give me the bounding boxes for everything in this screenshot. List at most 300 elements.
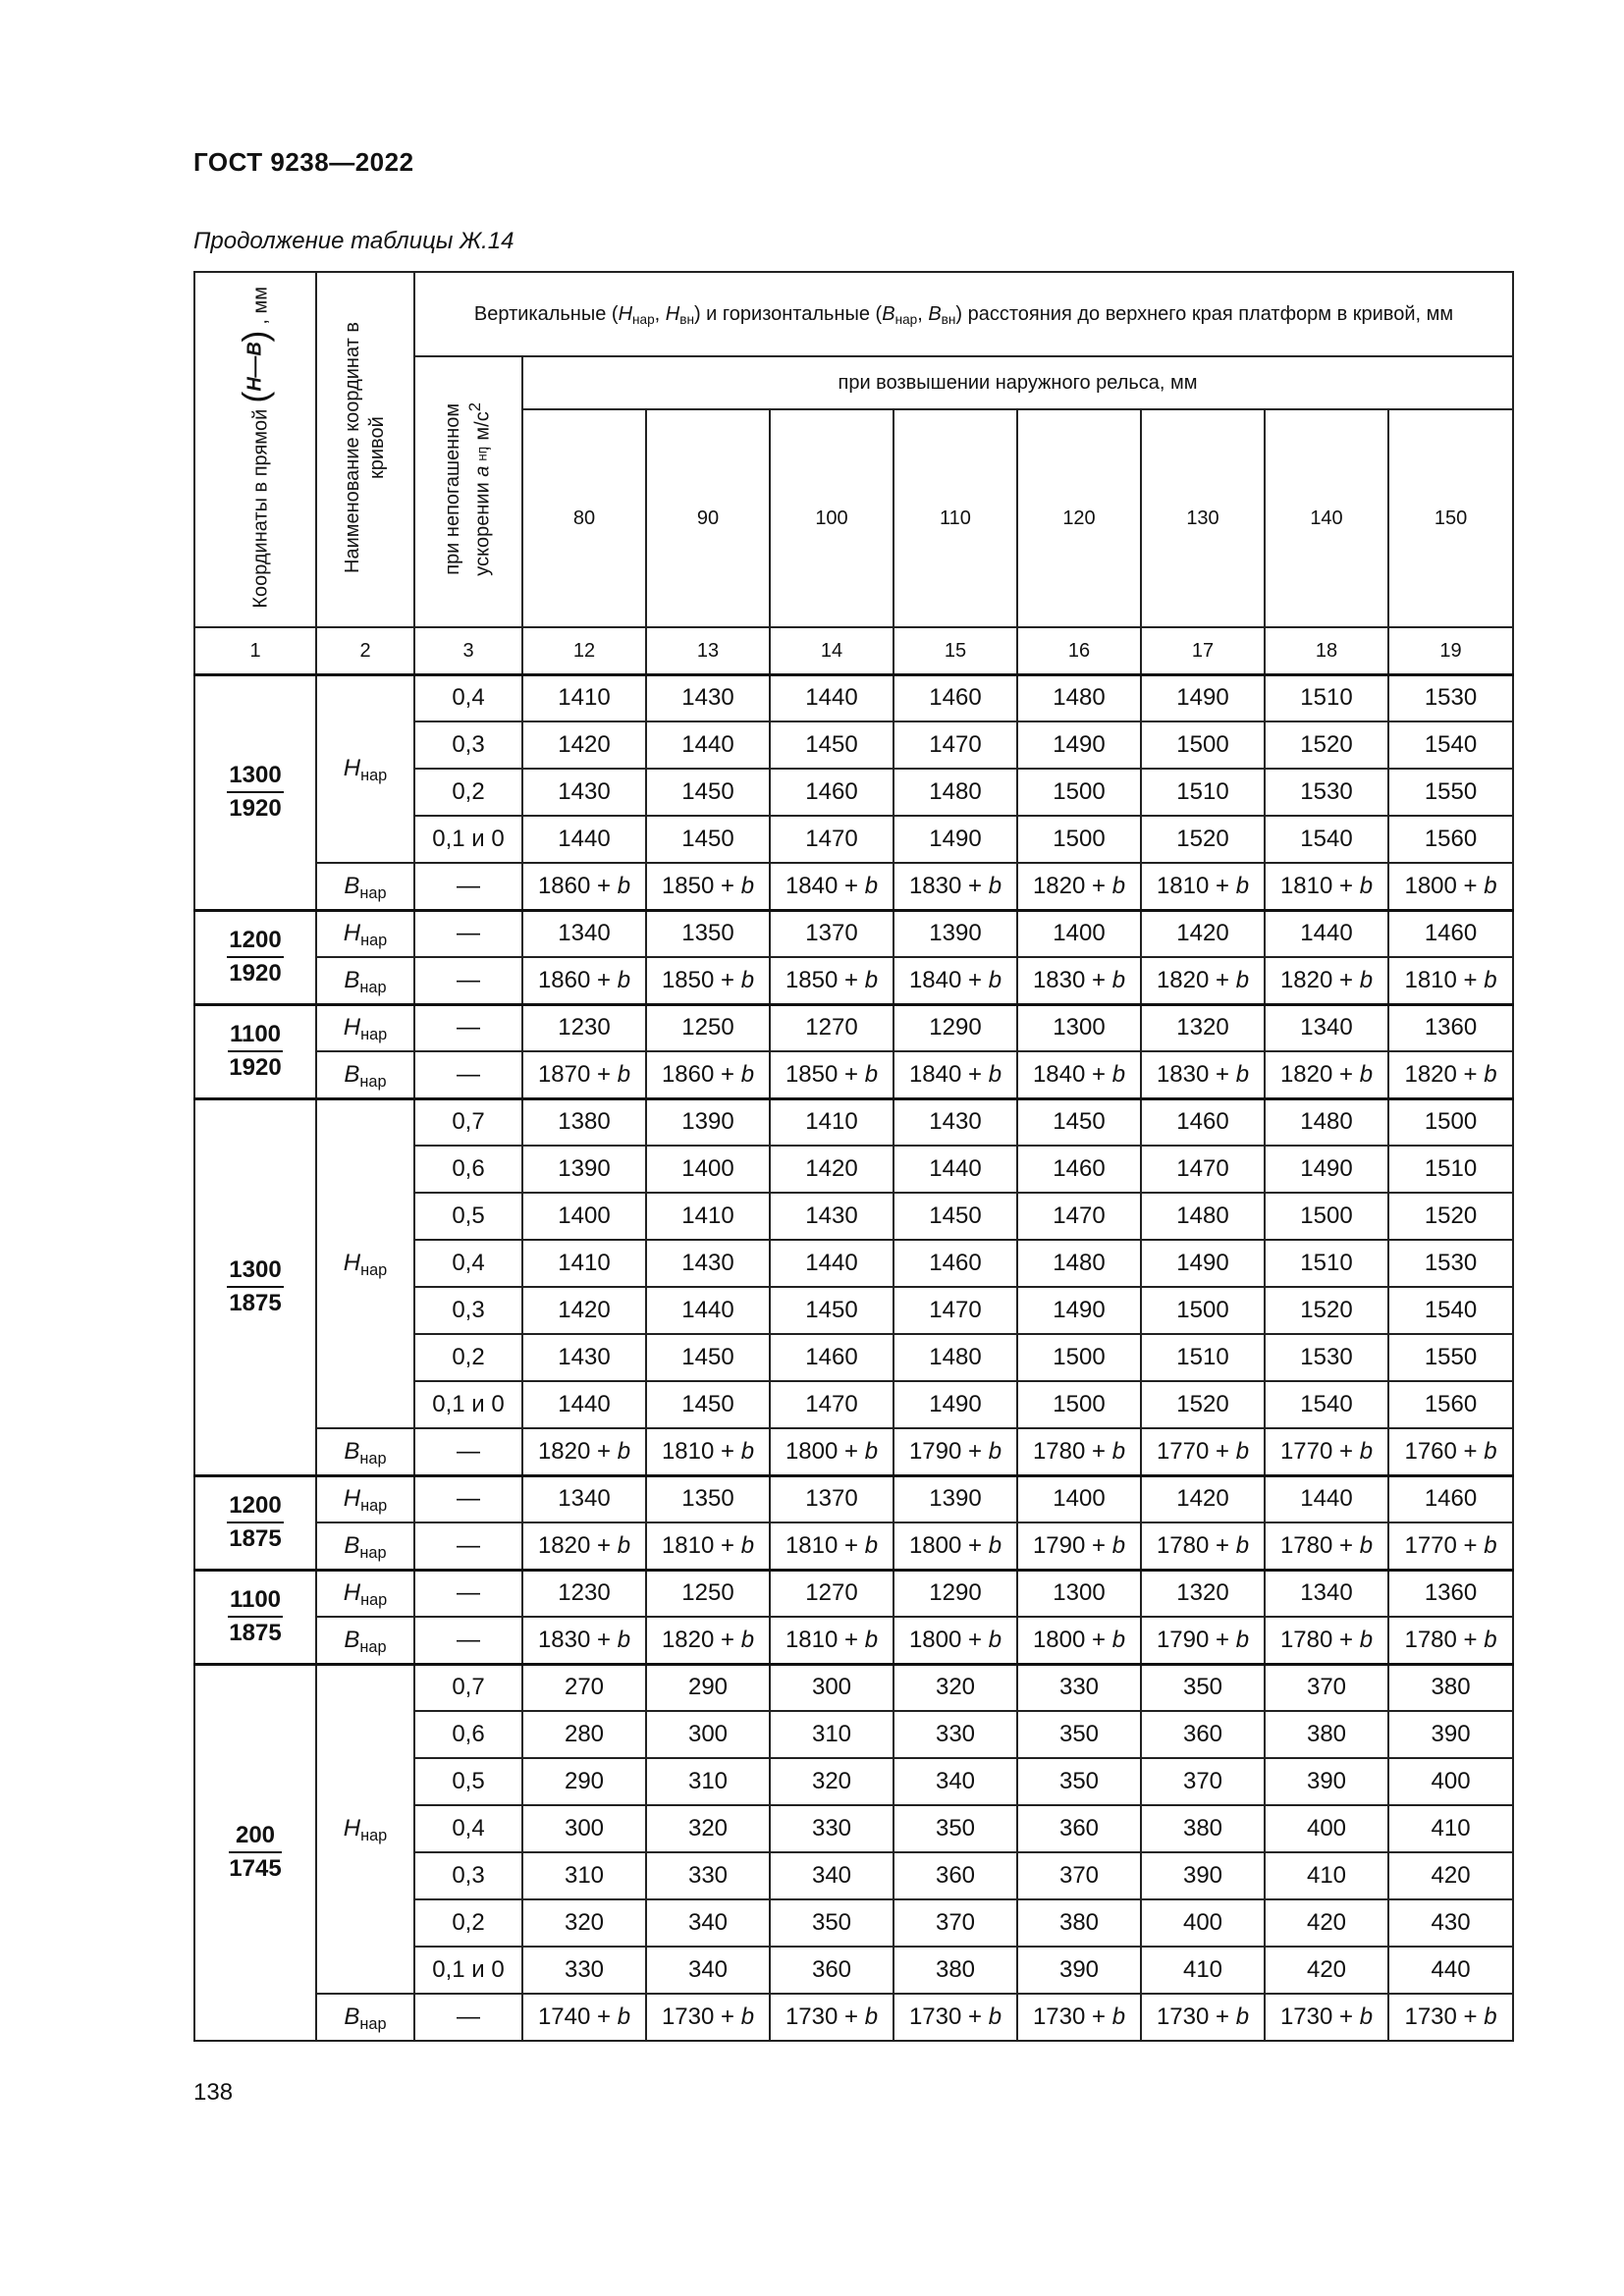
distance-value: 360	[1017, 1805, 1141, 1852]
distance-value: 320	[522, 1899, 646, 1947]
distance-value: 1540	[1388, 1287, 1513, 1334]
distance-value: 1440	[893, 1146, 1017, 1193]
acceleration-value: —	[414, 1617, 522, 1664]
table-row	[194, 1570, 1513, 1617]
width-value: 1875	[229, 1620, 282, 1646]
elevation-value: 100	[770, 409, 893, 627]
distance-value: 1290	[893, 1004, 1017, 1051]
width-value: 1745	[229, 1855, 282, 1883]
distance-value: 1420	[1141, 1475, 1265, 1522]
header-coordinates-label: Координаты в прямой	[249, 408, 272, 609]
distance-value: 1340	[522, 1475, 646, 1522]
distance-value: 1520	[1388, 1193, 1513, 1240]
distance-value: 290	[522, 1758, 646, 1805]
height-value: 1300	[227, 763, 283, 793]
distance-value: 1840 + b	[893, 957, 1017, 1004]
distance-value: 1520	[1265, 1287, 1388, 1334]
distance-value: 1410	[522, 1240, 646, 1287]
fraction-h: H	[244, 377, 266, 392]
distance-value: 1420	[522, 721, 646, 769]
distance-value: 1500	[1141, 1287, 1265, 1334]
distance-value: 1500	[1017, 1381, 1141, 1428]
distance-value: 1300	[1017, 1004, 1141, 1051]
coordinate-b-nar: $B_{нар}$	[316, 1522, 414, 1570]
distance-value: 1730 + b	[1388, 1994, 1513, 2041]
distance-value: 300	[522, 1805, 646, 1852]
distance-value: 1520	[1141, 1381, 1265, 1428]
table-caption: Продолжение таблицы Ж.14	[193, 228, 514, 254]
distance-value: 1350	[646, 1475, 770, 1522]
distance-value: 1800 + b	[893, 1522, 1017, 1570]
coordinate-h-nar: $H_{нар}$	[316, 1475, 414, 1522]
distance-value: 1430	[893, 1098, 1017, 1146]
distance-value: 420	[1265, 1947, 1388, 1994]
distance-value: 1500	[1017, 816, 1141, 863]
column-number: 18	[1265, 627, 1388, 674]
table-row	[194, 1428, 1513, 1475]
distance-value: 1450	[1017, 1098, 1141, 1146]
distance-value: 1850 + b	[646, 863, 770, 910]
distance-value: 1430	[522, 1334, 646, 1381]
distance-value: 1490	[1141, 674, 1265, 721]
acceleration-value: 0,7	[414, 1664, 522, 1711]
elevation-value: 130	[1141, 409, 1265, 627]
straight-coordinates	[194, 674, 316, 910]
distance-value: 1800 + b	[893, 1617, 1017, 1664]
acceleration-value: —	[414, 957, 522, 1004]
coordinate-b-nar: $B_{нар}$	[316, 1994, 414, 2041]
distance-value: 1830 + b	[1141, 1051, 1265, 1098]
page-number: 138	[193, 2079, 234, 2106]
distance-value: 370	[1265, 1664, 1388, 1711]
document-title: ГОСТ 9238—2022	[193, 147, 414, 177]
coordinate-group	[194, 1664, 1513, 2041]
straight-coordinates	[194, 1475, 316, 1570]
column-number: 14	[770, 627, 893, 674]
distance-value: 1810 + b	[646, 1428, 770, 1475]
distance-value: 1780 + b	[1388, 1617, 1513, 1664]
coordinate-group	[194, 1570, 1513, 1664]
distance-value: 1430	[646, 674, 770, 721]
width-value: 1920	[229, 1054, 282, 1081]
coordinate-b-nar: $B_{нар}$	[316, 1428, 414, 1475]
distance-value: 1430	[522, 769, 646, 816]
distance-value: 1270	[770, 1004, 893, 1051]
distance-value: 1810 + b	[1265, 863, 1388, 910]
distance-value: 1420	[522, 1287, 646, 1334]
width-value: 1920	[229, 795, 282, 822]
distance-value: 1860 + b	[522, 863, 646, 910]
fraction-b: B	[244, 341, 266, 356]
acceleration-value: 0,2	[414, 1899, 522, 1947]
distance-value: 1410	[646, 1193, 770, 1240]
distance-value: 1730 + b	[646, 1994, 770, 2041]
table-row	[194, 957, 1513, 1004]
distance-value: 320	[893, 1664, 1017, 1711]
data-table	[193, 271, 1514, 2042]
distance-value: 1460	[770, 769, 893, 816]
distance-value: 1480	[1265, 1098, 1388, 1146]
distance-value: 370	[893, 1899, 1017, 1947]
distance-value: 320	[646, 1805, 770, 1852]
distance-value: 380	[1388, 1664, 1513, 1711]
elevation-value: 120	[1017, 409, 1141, 627]
distance-value: 1440	[770, 1240, 893, 1287]
distance-value: 1800 + b	[1388, 863, 1513, 910]
distance-value: 330	[522, 1947, 646, 1994]
table-row	[194, 1994, 1513, 2041]
width-value: 1875	[229, 1525, 282, 1552]
distance-value: 1550	[1388, 1334, 1513, 1381]
column-number: 3	[414, 627, 522, 674]
distance-value: 1770 + b	[1265, 1428, 1388, 1475]
distance-value: 1340	[1265, 1004, 1388, 1051]
distance-value: 1520	[1265, 721, 1388, 769]
distance-value: 1250	[646, 1004, 770, 1051]
distance-value: 1500	[1017, 769, 1141, 816]
distance-value: 1560	[1388, 816, 1513, 863]
distance-value: 1470	[770, 816, 893, 863]
distance-value: 410	[1141, 1947, 1265, 1994]
coordinate-h-nar: $H_{нар}$	[316, 1664, 414, 1994]
distance-value: 1820 + b	[522, 1522, 646, 1570]
distance-value: 1510	[1388, 1146, 1513, 1193]
distance-value: 1540	[1265, 816, 1388, 863]
distance-value: 390	[1388, 1711, 1513, 1758]
distance-value: 1820 + b	[1388, 1051, 1513, 1098]
distance-value: 1410	[770, 1098, 893, 1146]
column-number: 17	[1141, 627, 1265, 674]
straight-coordinates	[194, 1664, 316, 2041]
acceleration-value: 0,5	[414, 1193, 522, 1240]
distance-value: 1440	[522, 816, 646, 863]
elevation-value: 140	[1265, 409, 1388, 627]
acceleration-value: 0,6	[414, 1711, 522, 1758]
distance-value: 400	[1141, 1899, 1265, 1947]
distance-value: 1230	[522, 1004, 646, 1051]
distance-value: 1730 + b	[1265, 1994, 1388, 2041]
distance-value: 1430	[646, 1240, 770, 1287]
height-value: 1300	[227, 1257, 283, 1288]
distance-value: 1490	[1141, 1240, 1265, 1287]
distance-value: 1840 + b	[893, 1051, 1017, 1098]
distance-value: 1790 + b	[1141, 1617, 1265, 1664]
coordinate-h-nar: $H_{нар}$	[316, 1098, 414, 1428]
distance-value: 420	[1265, 1899, 1388, 1947]
acceleration-value: 0,7	[414, 1098, 522, 1146]
distance-value: 1540	[1265, 1381, 1388, 1428]
distance-value: 380	[1017, 1899, 1141, 1947]
distance-value: 1490	[893, 1381, 1017, 1428]
distance-value: 1390	[893, 1475, 1017, 1522]
distance-value: 1460	[1017, 1146, 1141, 1193]
distance-value: 350	[1017, 1758, 1141, 1805]
distance-value: 1450	[893, 1193, 1017, 1240]
distance-value: 350	[893, 1805, 1017, 1852]
distance-value: 1820 + b	[646, 1617, 770, 1664]
distance-value: 1390	[522, 1146, 646, 1193]
distance-value: 310	[770, 1711, 893, 1758]
acceleration-value: —	[414, 1522, 522, 1570]
acceleration-value: —	[414, 910, 522, 957]
distance-value: 330	[770, 1805, 893, 1852]
distance-value: 1840 + b	[770, 863, 893, 910]
elevation-value: 110	[893, 409, 1017, 627]
distance-value: 1780 + b	[1017, 1428, 1141, 1475]
acceleration-value: —	[414, 863, 522, 910]
acceleration-value: —	[414, 1051, 522, 1098]
distance-value: 370	[1017, 1852, 1141, 1899]
distance-value: 1530	[1388, 674, 1513, 721]
straight-coordinates	[194, 1098, 316, 1475]
distance-value: 1780 + b	[1265, 1617, 1388, 1664]
acceleration-value: 0,1 и 0	[414, 1947, 522, 1994]
distance-value: 1510	[1141, 769, 1265, 816]
distance-value: 1850 + b	[646, 957, 770, 1004]
distance-value: 1490	[1017, 1287, 1141, 1334]
distance-value: 1440	[646, 721, 770, 769]
distance-value: 370	[1141, 1758, 1265, 1805]
coordinate-group	[194, 1004, 1513, 1098]
distance-value: 1450	[770, 721, 893, 769]
distance-value: 1830 + b	[1017, 957, 1141, 1004]
distance-value: 1440	[1265, 1475, 1388, 1522]
distance-value: 430	[1388, 1899, 1513, 1947]
acceleration-value: —	[414, 1570, 522, 1617]
distance-value: 1480	[893, 1334, 1017, 1381]
distance-value: 1810 + b	[770, 1522, 893, 1570]
distance-value: 390	[1265, 1758, 1388, 1805]
acceleration-value: 0,4	[414, 1805, 522, 1852]
distance-value: 1550	[1388, 769, 1513, 816]
distance-value: 380	[1141, 1805, 1265, 1852]
distance-value: 1480	[893, 769, 1017, 816]
distance-value: 1820 + b	[522, 1428, 646, 1475]
acceleration-value: —	[414, 1475, 522, 1522]
acceleration-value: —	[414, 1004, 522, 1051]
table-row	[194, 1617, 1513, 1664]
distance-value: 1270	[770, 1570, 893, 1617]
distance-value: 1360	[1388, 1004, 1513, 1051]
distance-value: 340	[770, 1852, 893, 1899]
coordinate-group	[194, 1475, 1513, 1570]
distance-value: 1500	[1017, 1334, 1141, 1381]
distance-value: 1830 + b	[893, 863, 1017, 910]
distance-value: 1770 + b	[1388, 1522, 1513, 1570]
distance-value: 270	[522, 1664, 646, 1711]
acceleration-value: 0,1 и 0	[414, 1381, 522, 1428]
table-row	[194, 863, 1513, 910]
distance-value: 1480	[1141, 1193, 1265, 1240]
distance-value: 1510	[1265, 674, 1388, 721]
table-row	[194, 1004, 1513, 1051]
distance-value: 310	[522, 1852, 646, 1899]
coordinate-h-nar: $H_{нар}$	[316, 910, 414, 957]
distance-value: 300	[646, 1711, 770, 1758]
distance-value: 360	[1141, 1711, 1265, 1758]
distance-value: 1390	[893, 910, 1017, 957]
table-row	[194, 1522, 1513, 1570]
distance-value: 1850 + b	[770, 957, 893, 1004]
distance-value: 1560	[1388, 1381, 1513, 1428]
column-number: 16	[1017, 627, 1141, 674]
width-value: 1920	[229, 960, 282, 987]
distance-value: 390	[1017, 1947, 1141, 1994]
distance-value: 410	[1265, 1852, 1388, 1899]
distance-value: 1850 + b	[770, 1051, 893, 1098]
distance-value: 1300	[1017, 1570, 1141, 1617]
distance-value: 1340	[522, 910, 646, 957]
distance-value: 310	[646, 1758, 770, 1805]
straight-coordinates	[194, 910, 316, 1004]
distance-value: 1390	[646, 1098, 770, 1146]
distance-value: 1780 + b	[1141, 1522, 1265, 1570]
distance-value: 1540	[1388, 721, 1513, 769]
coordinate-b-nar: $B_{нар}$	[316, 1051, 414, 1098]
distance-value: 1460	[1388, 910, 1513, 957]
distance-value: 1440	[1265, 910, 1388, 957]
distance-value: 1730 + b	[1141, 1994, 1265, 2041]
distance-value: 1460	[1388, 1475, 1513, 1522]
distance-value: 1380	[522, 1098, 646, 1146]
distance-value: 1510	[1265, 1240, 1388, 1287]
header-elevation: при возвышении наружного рельса, мм	[522, 356, 1513, 409]
distance-value: 1400	[646, 1146, 770, 1193]
distance-value: 1810 + b	[646, 1522, 770, 1570]
distance-value: 300	[770, 1664, 893, 1711]
distance-value: 1830 + b	[522, 1617, 646, 1664]
distance-value: 1250	[646, 1570, 770, 1617]
distance-value: 1230	[522, 1570, 646, 1617]
height-value: 1100	[228, 1022, 283, 1052]
header-coordinates-unit: , мм	[249, 286, 272, 325]
header-coordinates-straight	[194, 272, 316, 627]
distance-value: 360	[893, 1852, 1017, 1899]
coordinate-group	[194, 910, 1513, 1004]
distance-value: 1470	[1141, 1146, 1265, 1193]
distance-value: 350	[1141, 1664, 1265, 1711]
distance-value: 340	[646, 1899, 770, 1947]
distance-value: 400	[1265, 1805, 1388, 1852]
distance-value: 1490	[893, 816, 1017, 863]
height-value: 1200	[227, 928, 283, 958]
distance-value: 1530	[1388, 1240, 1513, 1287]
coordinate-group	[194, 674, 1513, 910]
table-row	[194, 674, 1513, 721]
distance-value: 1810 + b	[770, 1617, 893, 1664]
distance-value: 1840 + b	[1017, 1051, 1141, 1098]
distance-value: 1470	[770, 1381, 893, 1428]
acceleration-value: —	[414, 1994, 522, 2041]
table-row	[194, 1051, 1513, 1098]
acceleration-value: —	[414, 1428, 522, 1475]
distance-value: 1440	[522, 1381, 646, 1428]
distance-value: 1450	[646, 1381, 770, 1428]
distance-value: 1740 + b	[522, 1994, 646, 2041]
acceleration-value: 0,4	[414, 674, 522, 721]
straight-coordinates	[194, 1570, 316, 1664]
header-coordinate-name: Наименование координат в кривой	[316, 272, 414, 627]
distance-value: 1820 + b	[1141, 957, 1265, 1004]
distance-value: 1480	[1017, 1240, 1141, 1287]
distance-value: 1490	[1017, 721, 1141, 769]
distance-value: 390	[1141, 1852, 1265, 1899]
distance-value: 1440	[770, 674, 893, 721]
column-number: 1	[194, 627, 316, 674]
acceleration-value: 0,3	[414, 721, 522, 769]
distance-value: 350	[770, 1899, 893, 1947]
elevation-value: 80	[522, 409, 646, 627]
distance-value: 1440	[646, 1287, 770, 1334]
distance-value: 360	[770, 1947, 893, 1994]
height-value: 200	[229, 1823, 281, 1853]
distance-value: 1450	[646, 769, 770, 816]
distance-value: 420	[1388, 1852, 1513, 1899]
distance-value: 280	[522, 1711, 646, 1758]
distance-value: 1320	[1141, 1570, 1265, 1617]
width-value: 1875	[229, 1290, 282, 1316]
distance-value: 1410	[522, 674, 646, 721]
distance-value: 340	[893, 1758, 1017, 1805]
distance-value: 1730 + b	[1017, 1994, 1141, 2041]
distance-value: 1790 + b	[1017, 1522, 1141, 1570]
distance-value: 1860 + b	[522, 957, 646, 1004]
distance-value: 330	[646, 1852, 770, 1899]
distance-value: 1400	[522, 1193, 646, 1240]
distance-value: 330	[893, 1711, 1017, 1758]
distance-value: 1490	[1265, 1146, 1388, 1193]
acceleration-value: 0,3	[414, 1287, 522, 1334]
distance-value: 1470	[893, 1287, 1017, 1334]
distance-value: 1460	[893, 1240, 1017, 1287]
acceleration-value: 0,3	[414, 1852, 522, 1899]
straight-coordinates	[194, 1004, 316, 1098]
coordinate-b-nar: $B_{нар}$	[316, 957, 414, 1004]
distance-value: 1770 + b	[1141, 1428, 1265, 1475]
header-distances: Вертикальные ($H_{нар}$, $H_{вн}$) и горизонтальные ($B_{нар}$, $B_{вн}$) расстояния до верхнего края платформ в кривой, мм	[414, 272, 1513, 356]
distance-value: 1810 + b	[1388, 957, 1513, 1004]
distance-value: 1520	[1141, 816, 1265, 863]
elevation-value: 150	[1388, 409, 1513, 627]
acceleration-value: 0,2	[414, 1334, 522, 1381]
column-number: 13	[646, 627, 770, 674]
header-acceleration: при непогашенном ускорении $a_{нп}$, $м/с^2$	[414, 356, 522, 627]
distance-value: 1340	[1265, 1570, 1388, 1617]
coordinate-h-nar: $H_{нар}$	[316, 1570, 414, 1617]
distance-value: 1500	[1265, 1193, 1388, 1240]
column-number: 12	[522, 627, 646, 674]
distance-value: 330	[1017, 1664, 1141, 1711]
distance-value: 1370	[770, 910, 893, 957]
column-number: 19	[1388, 627, 1513, 674]
distance-value: 1530	[1265, 769, 1388, 816]
distance-value: 1450	[646, 1334, 770, 1381]
distance-value: 1350	[646, 910, 770, 957]
distance-value: 1460	[893, 674, 1017, 721]
distance-value: 1820 + b	[1265, 1051, 1388, 1098]
distance-value: 1780 + b	[1265, 1522, 1388, 1570]
distance-value: 1810 + b	[1141, 863, 1265, 910]
distance-value: 1730 + b	[893, 1994, 1017, 2041]
distance-value: 1430	[770, 1193, 893, 1240]
acceleration-value: 0,6	[414, 1146, 522, 1193]
distance-value: 1400	[1017, 1475, 1141, 1522]
distance-value: 380	[893, 1947, 1017, 1994]
distance-value: 1500	[1141, 721, 1265, 769]
distance-value: 1400	[1017, 910, 1141, 957]
distance-value: 1470	[893, 721, 1017, 769]
distance-value: 440	[1388, 1947, 1513, 1994]
